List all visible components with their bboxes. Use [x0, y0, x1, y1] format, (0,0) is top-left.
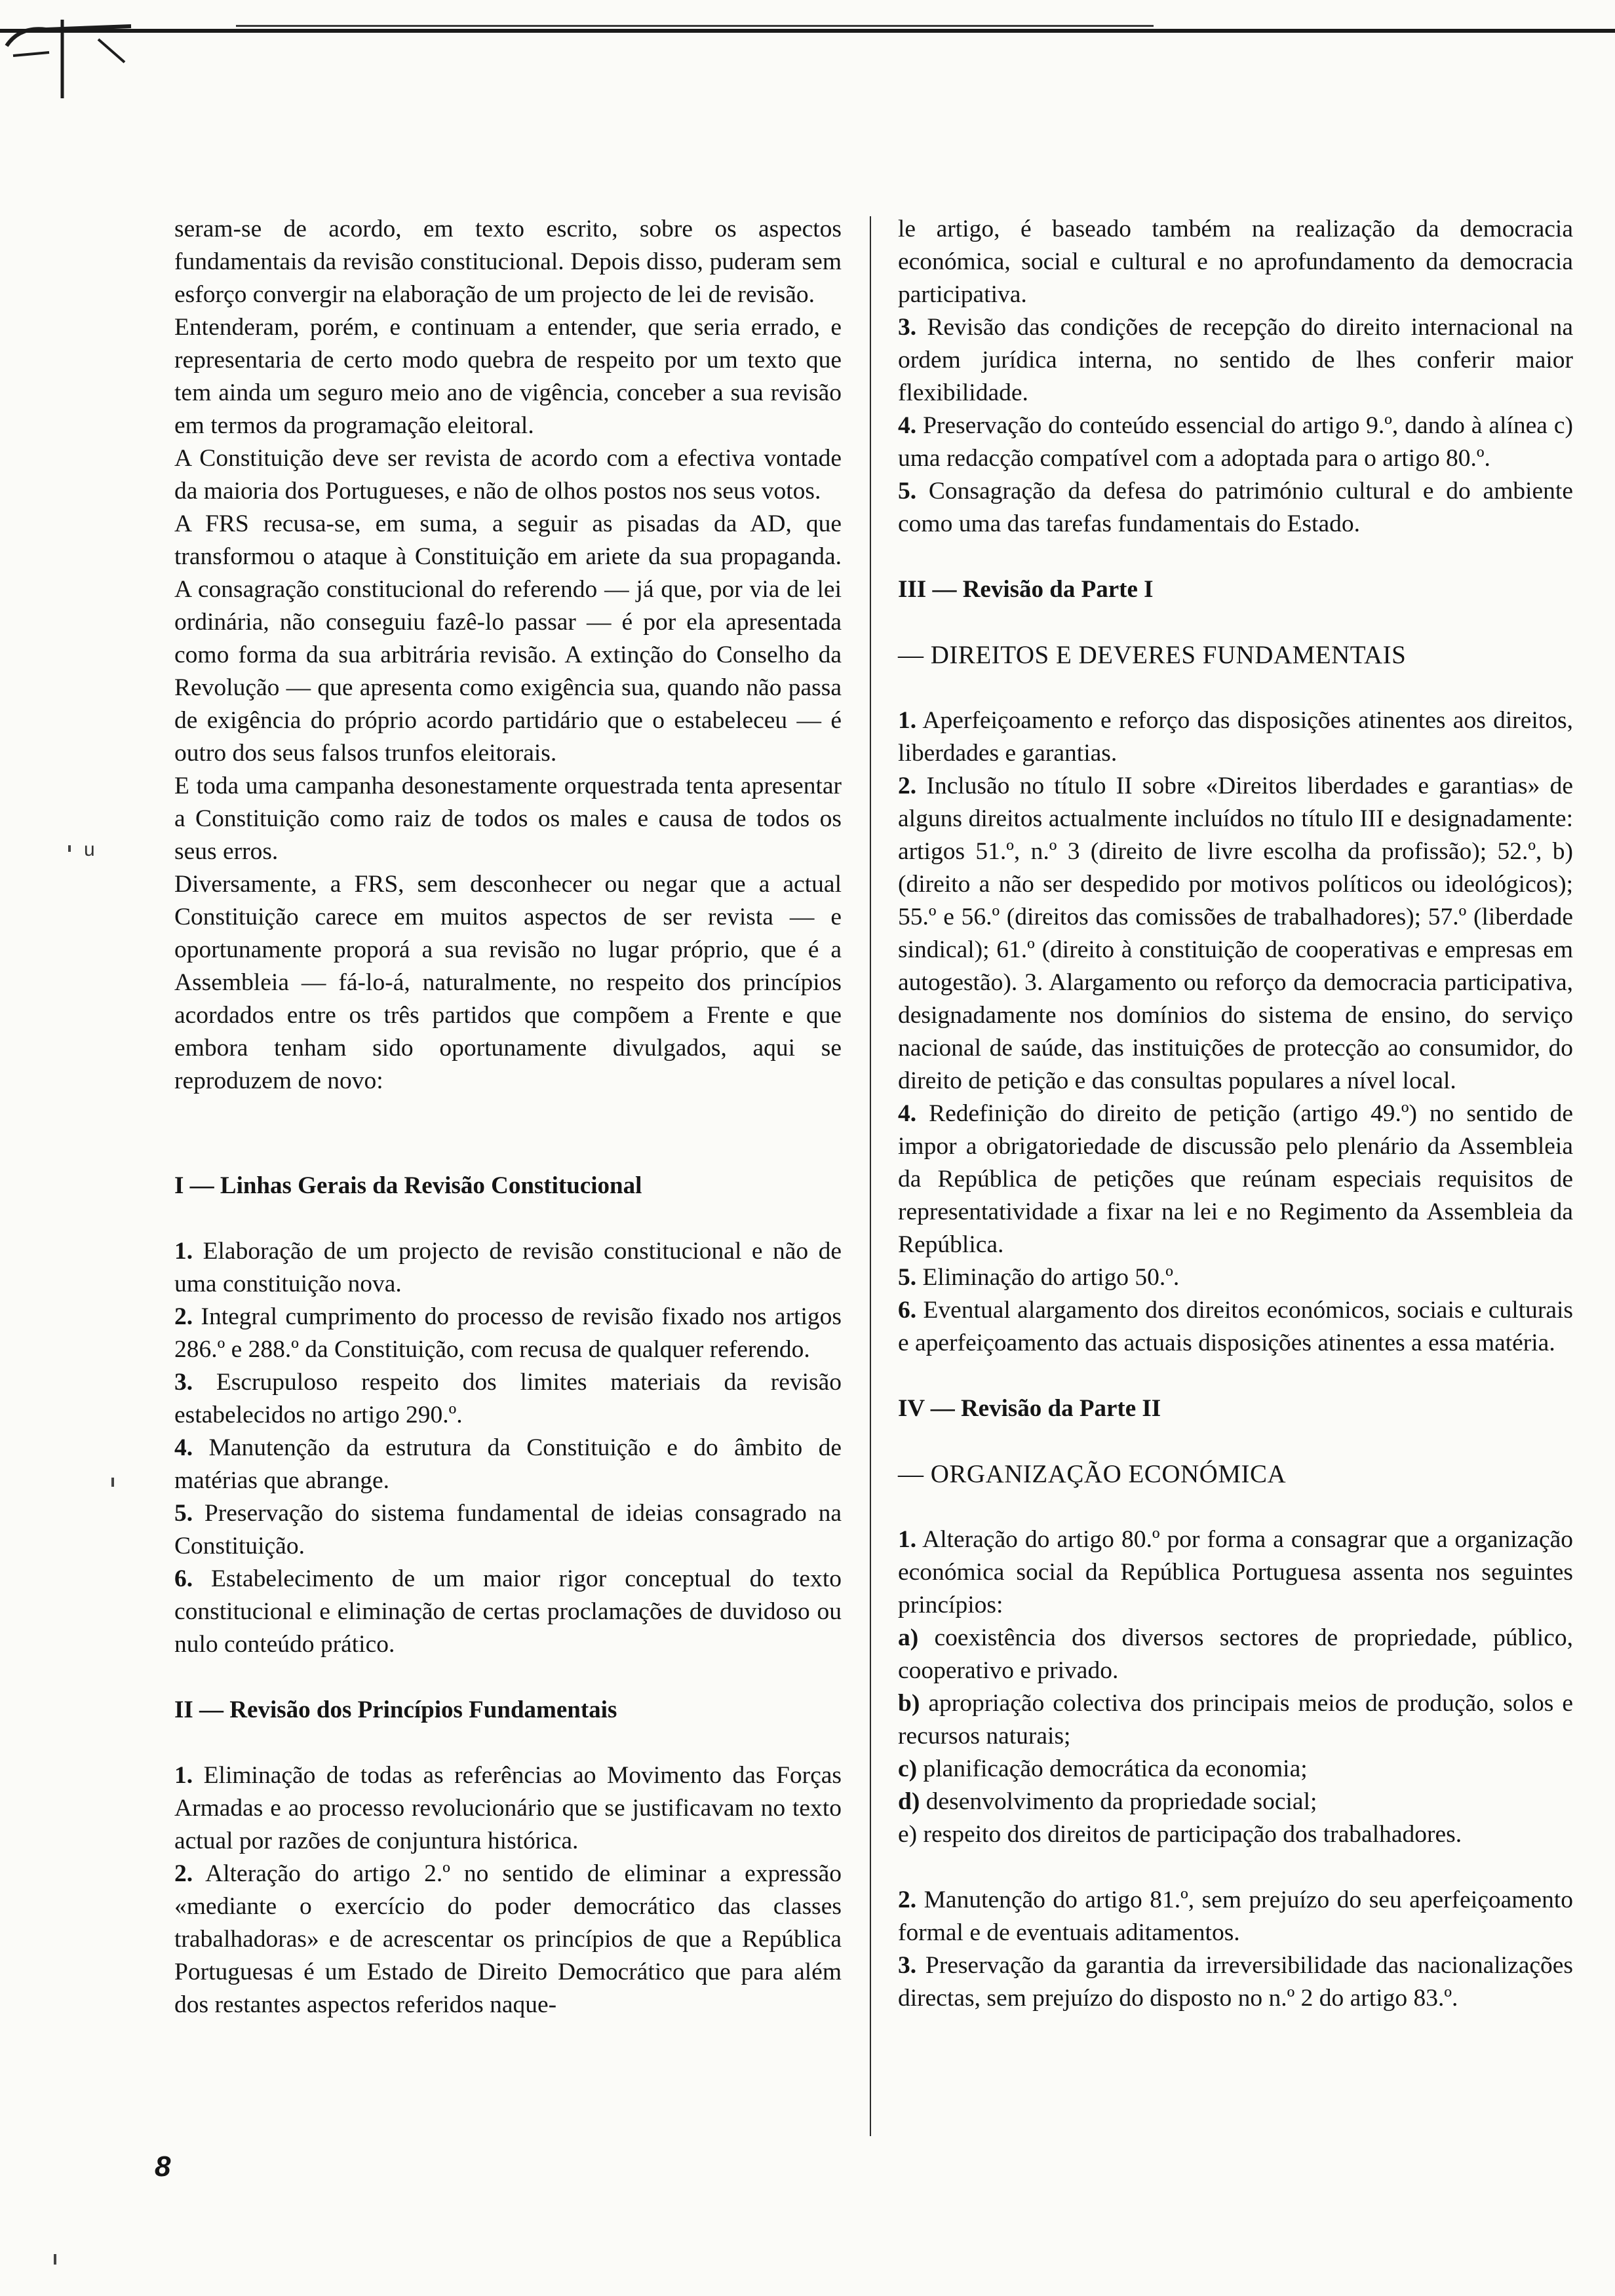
section-subheading-direitos: — DIREITOS E DEVERES FUNDAMENTAIS: [898, 641, 1407, 669]
list-subitem: e) respeito dos direitos de participação dos trabalhadores.: [898, 1821, 1462, 1848]
section-heading-parte-ii: IV — Revisão da Parte II: [898, 1395, 1161, 1422]
column-divider: [870, 216, 871, 2136]
list-subitem: a) coexistência dos diversos sectores de propriedade, público, cooperativo e privado.: [898, 1624, 1573, 1684]
list-item: 3. Revisão das condições de recepção do direito internacional na ordem jurídica interna, no sentido de lhes conferir maior flexibilidade.: [898, 314, 1573, 406]
list-item: 3. Preservação da garantia da irreversibilidade das nacionalizações directas, sem prejuízo do disposto no n.º 2 do artigo 83.º.: [898, 1952, 1573, 2012]
list-subitem: b) apropriação colectiva dos principais meios de produção, solos e recursos naturais;: [898, 1690, 1573, 1750]
margin-speck: [111, 1478, 114, 1487]
list-item: 6. Eventual alargamento dos direitos económicos, sociais e culturais e aperfeiçoamento das actuais disposições atinentes a essa matéria.: [898, 1297, 1573, 1356]
list-item: 2. Integral cumprimento do processo de revisão fixado nos artigos 286.º e 288.º da Constituição, com recusa de qualquer referendo.: [174, 1303, 842, 1363]
list-subitem: c) planificação democrática da economia;: [898, 1755, 1308, 1782]
right-column: [898, 213, 1573, 2015]
body-paragraph-continuation: le artigo, é baseado também na realização da democracia económica, social e cultural e no aprofundamento da democracia participativa.: [898, 216, 1573, 308]
margin-speck: [68, 845, 71, 852]
top-rule: [0, 29, 1615, 33]
list-item: 5. Preservação do sistema fundamental de ideias consagrado na Constituição.: [174, 1500, 842, 1559]
list-subitem: d) desenvolvimento da propriedade social;: [898, 1788, 1317, 1815]
list-item: 2. Manutenção do artigo 81.º, sem prejuízo do seu aperfeiçoamento formal e de eventuais aditamentos.: [898, 1886, 1573, 1946]
list-item: 2. Inclusão no título II sobre «Direitos liberdades e garantias» de alguns direitos actualmente incluídos no título III e designadamente: artigos 51.º, n.º 3 (direito de livre escolha da profissão); 52.º, b) (direito a não ser despedido por motivos políticos ou ideológicos); 55.º e 56.º (direitos das comissões de trabalhadores); 57.º (liberdade sindical); 61.º (direito à constituição de cooperativas e empresas em autogestão). 3. Alargamento ou reforço da democracia participativa, designadamente nos domínios do sistema de ensino, do serviço nacional de saúde, das instituições de protecção ao consumidor, do direito de petição e das consultas populares a nível local.: [898, 773, 1573, 1094]
body-paragraph: A Constituição deve ser revista de acordo com a efectiva vontade da maioria dos Portugueses, e não de olhos postos nos seus votos.: [174, 445, 842, 505]
body-paragraph: E toda uma campanha desonestamente orquestrada tenta apresentar a Constituição como raiz de todos os males e causa de todos os seus erros.: [174, 773, 842, 865]
body-paragraph: Entenderam, porém, e continuam a entender, que seria errado, e representaria de certo modo quebra de respeito por um texto que tem ainda um seguro meio ano de vigência, conceber a sua revisão em termos da programação eleitoral.: [174, 314, 842, 439]
top-rule-secondary: [236, 25, 1154, 27]
list-item: 2. Alteração do artigo 2.º no sentido de eliminar a expressão «mediante o exercício do poder democrático das classes trabalhadoras» e de acrescentar os princípios de que a República Portuguesas é um Estado de Direito Democrático que para além dos restantes aspectos referidos naque-: [174, 1860, 842, 2018]
list-item: 1. Aperfeiçoamento e reforço das disposições atinentes aos direitos, liberdades e garantias.: [898, 707, 1573, 767]
list-item: 5. Consagração da defesa do património cultural e do ambiente como uma das tarefas fundamentais do Estado.: [898, 478, 1573, 537]
list-item: 6. Estabelecimento de um maior rigor conceptual do texto constitucional e eliminação de certas proclamações de duvidoso ou nulo conteúdo prático.: [174, 1565, 842, 1658]
body-paragraph: seram-se de acordo, em texto escrito, sobre os aspectos fundamentais da revisão constitucional. Depois disso, puderam sem esforço convergir na elaboração de um projecto de lei de revisão.: [174, 216, 842, 308]
section-subheading-organizacao: — ORGANIZAÇÃO ECONÓMICA: [898, 1460, 1287, 1488]
list-item: 5. Eliminação do artigo 50.º.: [898, 1264, 1180, 1291]
page-number: 8: [155, 2151, 171, 2183]
body-paragraph: A FRS recusa-se, em suma, a seguir as pisadas da AD, que transformou o ataque à Constituição em ariete da sua propaganda. A consagração constitucional do referendo — já que, por via de lei ordinária, não conseguiu fazê-lo passar — é por ela apresentada como forma da sua arbitrária revisão. A extinção do Conselho da Revolução — que apresenta como exigência sua, quando não passa de exigência do próprio acordo partidário que o estabeleceu — é outro dos seus falsos trunfos eleitorais.: [174, 510, 842, 767]
list-item: 4. Redefinição do direito de petição (artigo 49.º) no sentido de impor a obrigatoriedade de discussão pelo plenário da Assembleia da República de petições que reúnam especiais requisitos de representatividade a fixar na lei e no Regimento da Assembleia da República.: [898, 1100, 1573, 1258]
section-heading-parte-i: III — Revisão da Parte I: [898, 576, 1154, 603]
list-item: 4. Manutenção da estrutura da Constituição e do âmbito de matérias que abrange.: [174, 1434, 842, 1494]
list-item: 1. Elaboração de um projecto de revisão constitucional e não de uma constituição nova.: [174, 1238, 842, 1297]
section-heading-principios: II — Revisão dos Princípios Fundamentais: [174, 1696, 617, 1723]
left-column: [174, 213, 842, 2021]
corner-crop-mark: [0, 0, 151, 118]
list-item: 3. Escrupuloso respeito dos limites materiais da revisão estabelecidos no artigo 290.º.: [174, 1369, 842, 1428]
list-item: 4. Preservação do conteúdo essencial do artigo 9.º, dando à alínea c) uma redacção compatível com a adoptada para o artigo 80.º.: [898, 412, 1573, 472]
body-paragraph: Diversamente, a FRS, sem desconhecer ou negar que a actual Constituição carece em muitos aspectos de ser revista — e oportunamente proporá a sua revisão no lugar próprio, que é a Assembleia — fá-lo-á, naturalmente, no respeito dos princípios acordados entre os três partidos que compõem a Frente e que embora tenham sido oportunamente divulgados, aqui se reproduzem de novo:: [174, 871, 842, 1094]
margin-note: u: [84, 839, 95, 860]
margin-speck: [54, 2254, 56, 2265]
list-item: 1. Eliminação de todas as referências ao Movimento das Forças Armadas e ao processo revolucionário que se justificavam no texto actual por razões de conjuntura histórica.: [174, 1762, 842, 1854]
section-heading-linhas-gerais: I — Linhas Gerais da Revisão Constitucional: [174, 1172, 642, 1199]
list-item: 1. Alteração do artigo 80.º por forma a consagrar que a organização económica social da República Portuguesa assenta nos seguintes princípios:: [898, 1526, 1573, 1618]
